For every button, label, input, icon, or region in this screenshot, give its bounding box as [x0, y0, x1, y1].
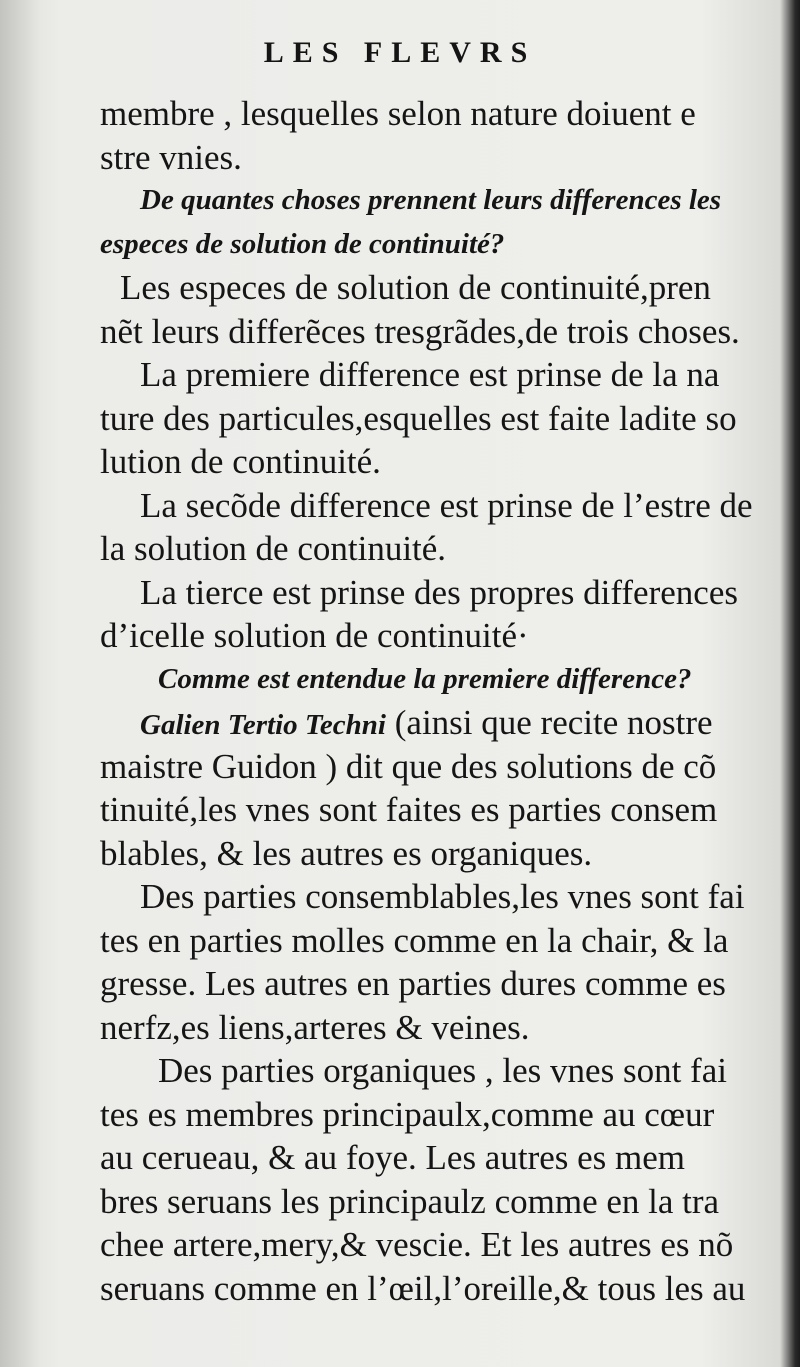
text-line: tes en parties molles comme en la chair, & la — [100, 920, 729, 960]
running-head: LES FLEVRS — [263, 36, 537, 69]
text-line: La tierce est prinse des propres differences — [140, 572, 738, 612]
text-line: d’icelle solution de continuité· — [100, 616, 529, 655]
text-line: Des parties organiques , les vnes sont fai — [158, 1051, 727, 1090]
text-line: lution de continuité. — [100, 442, 381, 481]
text-line-continuation: (ainsi que recite nostre — [386, 703, 713, 742]
text-line: tes es membres principaulx,comme au cœur — [100, 1094, 715, 1134]
text-line: chee artere,mery,& vescie. Et les autres es nõ — [100, 1225, 734, 1264]
text-line: gresse. Les autres en parties dures comme es — [100, 964, 726, 1003]
text-line: blables, & les autres es organiques. — [100, 833, 593, 873]
question-heading: De quantes choses prennent leurs differences les — [140, 184, 722, 216]
text-line: La premiere difference est prinse de la na — [140, 355, 720, 394]
text-line: tinuité,les vnes sont faites es parties consem — [100, 790, 718, 829]
text-line: La secõde difference est prinse de l’estre de — [140, 485, 753, 525]
author-citation: Galien Tertio Techni — [140, 709, 386, 741]
text-line: membre , lesquelles selon nature doiuent e — [100, 94, 696, 133]
binding-shadow — [0, 0, 40, 1367]
text-line: Les especes de solution de continuité,pren — [120, 268, 711, 307]
text-line: seruans comme en l’œil,l’oreille,& tous les au — [100, 1268, 746, 1308]
question-heading: Comme est entendue la premiere difference? — [158, 662, 692, 695]
text-line: Des parties consemblables,les vnes sont fai — [140, 877, 745, 916]
text-line: nẽt leurs differẽces tresgrãdes,de trois choses. — [100, 311, 740, 351]
text-line: nerfz,es liens,arteres & veines. — [100, 1007, 530, 1047]
text-line: bres seruans les principaulz comme en la tra — [100, 1181, 720, 1221]
text-line — [100, 701, 790, 745]
text-line: stre vnies. — [100, 137, 242, 177]
body-text — [100, 92, 790, 1310]
text-line: la solution de continuité. — [100, 529, 447, 568]
question-heading: especes de solution de continuité? — [100, 227, 505, 260]
text-line: maistre Guidon ) dit que des solutions de cõ — [100, 746, 717, 786]
text-line: au cerueau, & au foye. Les autres es mem — [100, 1138, 686, 1177]
text-line: ture des particules,esquelles est faite ladite so — [100, 398, 737, 438]
